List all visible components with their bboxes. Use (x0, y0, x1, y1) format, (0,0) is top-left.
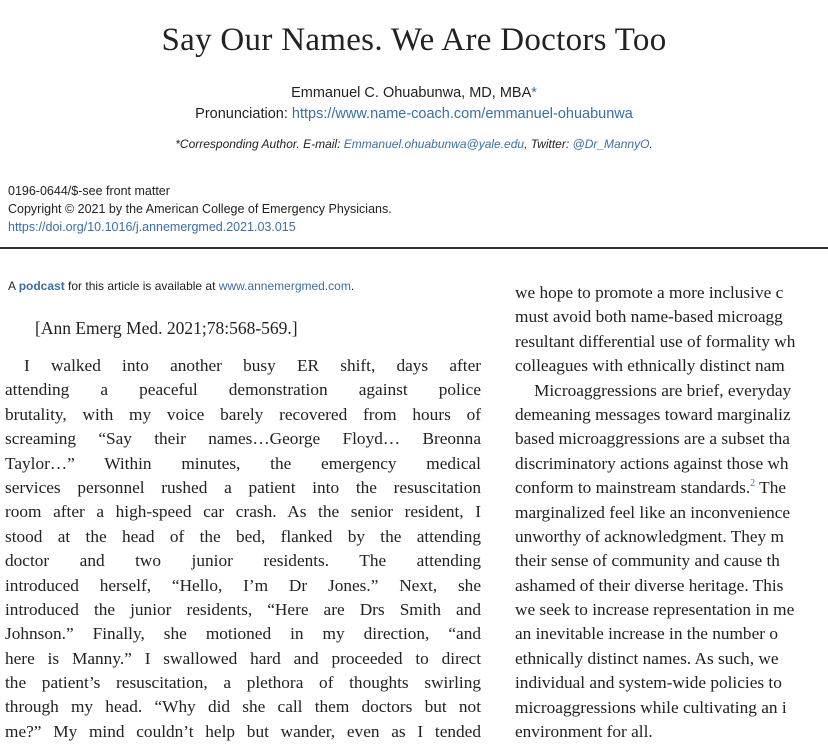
body-line: services personnel rushed a patient into the resuscitation (5, 477, 481, 497)
corresponding-marker-link[interactable]: * (531, 85, 537, 101)
twitter-end: . (649, 137, 653, 151)
body-line: introduced herself, “Hello, I’m Dr Jones.” Next, she (5, 575, 481, 595)
body-line: we seek to increase representation in me (515, 600, 795, 620)
body-line: microaggressions while cultivating an i (515, 697, 787, 717)
article-title: Say Our Names. We Are Doctors Too (161, 22, 667, 58)
body-line: marginalized feel like an inconvenience (515, 502, 791, 522)
body-line: discriminatory actions against those wh (515, 453, 789, 473)
copyright-line: Copyright © 2021 by the American College of Emergency Physicians. (8, 202, 392, 216)
doi-link[interactable]: https://doi.org/10.1016/j.annemergmed.2021.03.015 (8, 220, 296, 234)
body-line: based microaggressions are a subset tha (515, 429, 790, 449)
body-line: ethnically distinct names. As such, we (515, 648, 779, 668)
body-line: doctor and two junior residents. The attending (5, 551, 481, 571)
body-line: introduced the junior residents, “Here are Drs Smith and (5, 599, 481, 619)
twitter-link[interactable]: @Dr_MannyO (572, 137, 650, 151)
body-line: individual and system-wide policies to (515, 673, 782, 693)
body-line: colleagues with ethnically distinct nam (515, 356, 785, 376)
body-line: here is Manny.” I swallowed hard and proceeded to direct (5, 648, 481, 668)
body-line: Taylor…” Within minutes, the emergency medical (5, 453, 481, 473)
citation: [Ann Emerg Med. 2021;78:568-569.] (35, 318, 298, 338)
body-line: screaming “Say their names…George Floyd… Breonna (5, 429, 481, 449)
podcast-link[interactable]: podcast (18, 279, 65, 293)
body-line: we hope to promote a more inclusive c (515, 283, 784, 302)
right-column-body (515, 281, 828, 744)
podcast-note (8, 279, 354, 293)
body-line: an inevitable increase in the number o (515, 624, 778, 644)
podcast-prefix: A (8, 279, 19, 293)
body-line: stood at the head of the bed, flanked by the attending (5, 526, 481, 546)
section-divider (0, 247, 828, 249)
journal-site-link[interactable]: www.annemergmed.com (218, 279, 351, 293)
author-name: Emmanuel C. Ohuabunwa, MD, MBA (291, 85, 532, 101)
pronunciation-label: Pronunciation: (195, 106, 292, 122)
body-line: ashamed of their diverse heritage. This (515, 575, 784, 595)
body-line: me?” My mind couldn’t help but wander, even as I tended (5, 721, 481, 741)
body-line: must avoid both name-based microagg (515, 307, 783, 327)
body-line: through my head. “Why did she call them doctors but not (5, 697, 481, 717)
body-line: Johnson.” Finally, she motioned in my direction, “and (5, 624, 481, 644)
pronunciation-line (0, 106, 828, 122)
body-line: unworthy of acknowledgment. They m (515, 526, 784, 546)
body-line: brutality, with my voice barely recovered from hours of (5, 404, 481, 424)
body-line: room after a high-speed car crash. As the senior resident, I (5, 502, 481, 522)
body-line: environment for all. (515, 722, 653, 742)
twitter-label: , Twitter: (524, 137, 573, 151)
body-line: their sense of community and cause th (515, 551, 780, 571)
email-link[interactable]: Emmanuel.ohuabunwa@yale.edu (343, 137, 525, 151)
issn-line: 0196-0644/$-see front matter (8, 184, 170, 198)
pronunciation-link[interactable]: https://www.name-coach.com/emmanuel-ohuabunwa (291, 106, 633, 122)
body-text: conform to mainstream standards. (515, 478, 751, 498)
reference-link[interactable]: 2 (750, 478, 756, 490)
body-text: The (755, 478, 787, 498)
author-line (0, 85, 828, 101)
body-line (515, 476, 828, 500)
body-line: resultant differential use of formality wh (515, 331, 796, 351)
front-matter (8, 182, 392, 236)
body-line: I walked into another busy ER shift, days after (24, 356, 481, 375)
body-line: the patient’s resuscitation, a plethora of thoughts swirling (5, 673, 481, 693)
body-line: attending a peaceful demonstration against police (5, 380, 481, 400)
corresponding-label: *Corresponding Author. E-mail: (175, 137, 344, 151)
podcast-middle: for this article is available at (64, 279, 219, 293)
corresponding-author-line (0, 137, 828, 151)
body-line: Microaggressions are brief, everyday (534, 380, 792, 400)
body-line: demeaning messages toward marginaliz (515, 404, 791, 424)
left-column-body (5, 354, 481, 744)
podcast-suffix: . (350, 279, 355, 293)
